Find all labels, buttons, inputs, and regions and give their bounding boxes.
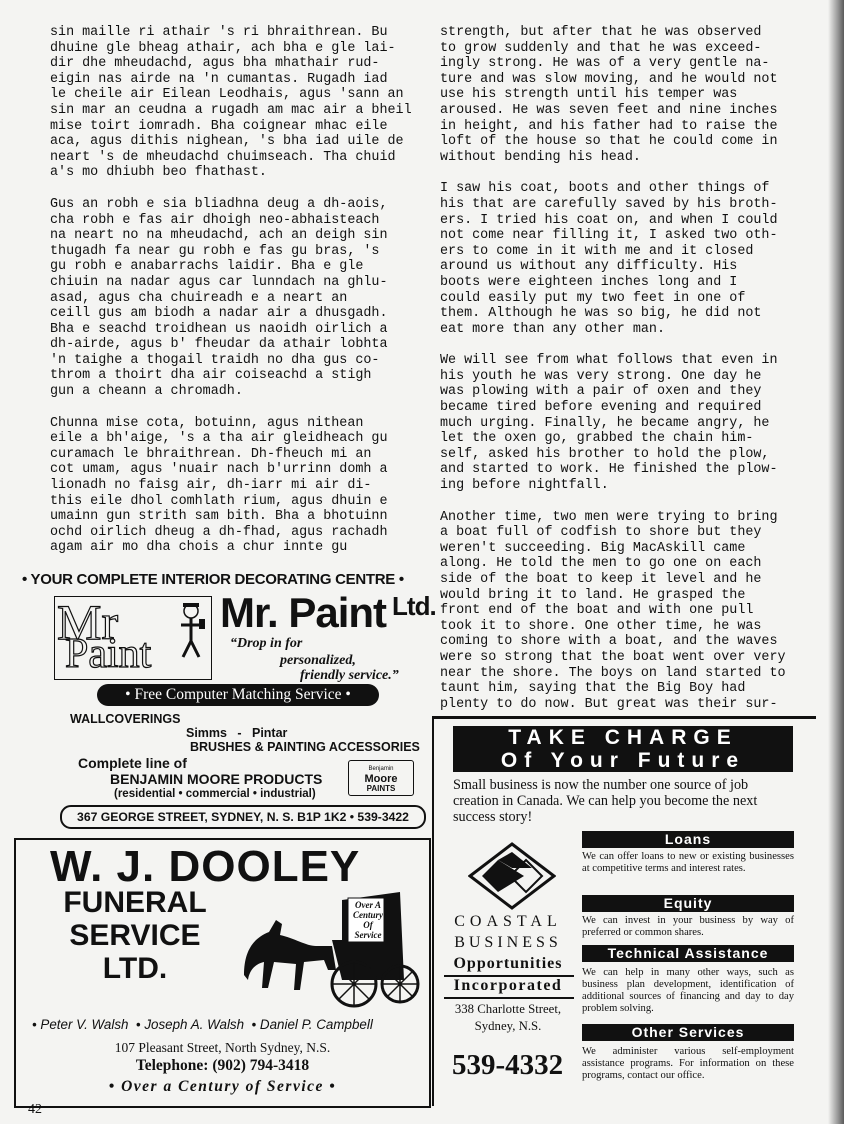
moore-logo-line-2: Moore [364, 773, 398, 785]
dooley-slogan: • Over a Century of Service • [108, 1078, 337, 1095]
carriage-sign-2: Century [352, 910, 383, 920]
banner-line-2: Of Your Future [500, 749, 746, 772]
right-paragraph-3: We will see from what follows that even in his youth he was very strong. One day he was plowing with a pair of oxen and they became tired before evening and required much urging. Finally, he became angry, he let the oxen go, grabbed the chain him- self, asked his brother to hold the plow, and started to work. He finished the plow- ing before nightfall. [440, 353, 778, 494]
service-text-equity: We can invest in your business by way of preferred or common shares. [582, 915, 794, 938]
benjamin-moore-logo [348, 760, 414, 796]
tagline-2: personalized, [280, 653, 356, 668]
free-matching-pill: • Free Computer Matching Service • [97, 684, 379, 706]
page-number: 42 [28, 1102, 42, 1117]
dooley-line-2: SERVICE [69, 919, 201, 952]
left-paragraph-3: Chunna mise cota, botuinn, agus nithean eile a bh'aige, 's a tha air gleidheach gu curamach le bhraithrean. Dh-fheuch mi an cot umam, agus 'nuair nach b'urrinn domh a lionadh no faisg air, dh-iarr mi air di- this eile dhol comhlath rium, agus dhuin e umainn gun strith sam bith. Bha a bhotuinn ochd oirlich dheug a dh-fhad, agus rachadh agam air mo dha chois a chur innte gu [50, 415, 388, 556]
tagline-1: “Drop in for [230, 636, 303, 651]
logo-paint-text: Paint [65, 631, 152, 677]
tagline-3: friendly service.” [300, 668, 399, 683]
mr-paint-company [220, 589, 436, 637]
product-types-label: (residential • commercial • industrial) [114, 788, 316, 800]
mr-paint-company-name: Mr. Paint [220, 589, 387, 636]
right-paragraph-1: strength, but after that he was observed to grow suddenly and that he was exceed- ingly strong. He was of a very gentle na- ture and was slow moving, and he would not use his strength until his temper was aroused. He was seven feet and nine inches in height, and his father had to raise the loft of the house so that he could come in without bending his head. [440, 25, 778, 165]
service-text-other: We administer various self-employment assistance programs. For information on these programs, contact our office. [582, 1046, 794, 1081]
mr-paint-suffix: Ltd. [392, 591, 436, 621]
coastal-org-2: BUSINESS [454, 934, 562, 951]
dooley-street: 107 Pleasant Street, North Sydney, N.S. [114, 1040, 331, 1055]
coastal-org-1: COASTAL [454, 913, 562, 930]
coastal-org-3: Opportunities [453, 955, 563, 972]
dooley-line-3: LTD. [102, 952, 168, 985]
service-text-loans: We can offer loans to new or existing businesses at competitive terms and interest rates. [582, 851, 794, 874]
service-title-loans: Loans [582, 831, 794, 848]
carriage-sign-4: Service [354, 930, 382, 940]
banner-line-1: TAKE CHARGE [508, 726, 738, 749]
coastal-intro: Small business is now the number one source of job creation in Canada. We can help you become the next success story! [453, 777, 758, 825]
coastal-phone: 539-4332 [452, 1049, 564, 1081]
moore-logo-line-3: PAINTS [366, 784, 396, 793]
left-column [50, 25, 422, 556]
right-paragraph-4: Another time, two men were trying to bring a boat full of codfish to shore but they weren't succeeding. Big MacAskill came along. He told the men to go one on each side of the boat to keep it level and he would bring it to land. He grasped the front end of the boat and with one pull took it to shore. One other time, he was coming to shore with a boat, and the waves were so strong that the boat went over very near the shore. The boys on land started to taunt him, saying that the Big Boy had plenty to do now. But great was their sur- [440, 509, 786, 712]
page-edge-shadow [828, 0, 844, 1124]
carriage-sign-3: Of [363, 920, 373, 930]
benjamin-moore-label: BENJAMIN MOORE PRODUCTS [110, 771, 323, 787]
service-text-technical: We can help in many other ways, such as business plan development, identification of additional sources of financing and day to day problem solving. [582, 967, 794, 1014]
painter-figure-icon [173, 601, 209, 661]
left-paragraph-1: sin maille ri athair 's ri bhraithrean. Bu dhuine gle bheag athair, ach bha e gle lai- dir dhe mheudachd, agus bha mhathair rud- eigin nas airde na 'n cumantas. Rugadh iad le cheile air Eilean Leodhais, agus 'sann an sin mar an ceudna a rugadh am mac air a bheil mise toirt iomradh. Bha coignear mhac eile aca, agus dithis nighean, 's bha iad uile de neart 's de mheudachd chuimseach. Tha chuid a's mo dhiubh beo fhathast. [50, 25, 412, 181]
mr-paint-headline: • YOUR COMPLETE INTERIOR DECORATING CENTRE • [22, 571, 404, 588]
coastal-org-4: Incorporated [453, 977, 563, 994]
coastal-diamond-logo [468, 842, 556, 910]
coastal-city: Sydney, N.S. [474, 1019, 542, 1033]
service-title-equity: Equity [582, 895, 794, 912]
wallcoverings-label: WALLCOVERINGS [70, 712, 181, 726]
logo-mr-text: Mr [57, 594, 119, 650]
coastal-street: 338 Charlotte Street, [454, 1002, 562, 1016]
moore-logo-line-1: Benjamin [368, 766, 394, 772]
left-paragraph-2: Gus an robh e sia bliadhna deug a dh-aois, cha robh e fas air dhoigh neo-abhaisteach na neart no na mheudachd, ach an deigh sin thugadh fa near gu robh e fas gu bras, 's gu robh e anabarrachs laidir. Bha e gle chiuin na nadar agus car lunndach na ghlu- asad, agus cha chuireadh e a neart an ceill gus am biodh a nadar air a dhusgadh. Bha e seachd troidhean us naoidh oirlich a dh-airde, agus b' fheudar da athair lobhta 'n taighe a thogail traidh no dha gus co- throm a thoirt dha air coiseachd a stigh gun a cheann a chromadh. [50, 196, 388, 400]
brands-label: Simms - Pintar [186, 726, 288, 740]
horse-carriage-icon [224, 880, 424, 1010]
coastal-left-rule [432, 716, 434, 1106]
take-charge-banner [453, 726, 793, 772]
carriage-sign [350, 900, 386, 940]
dooley-service-block [60, 886, 210, 985]
mr-paint-logo [54, 596, 212, 680]
right-paragraph-2: I saw his coat, boots and other things of his that are carefully saved by his broth- ers. I tried his coat on, and when I could not come near filling it, I asked two oth- ers to come in it with me and it closed around us without any difficulty. His boots were eighteen inches long and I could easily put my two feet in one of them. Although he was so big, he did not eat more than any other man. [440, 181, 778, 337]
dooley-line-1: FUNERAL [63, 886, 207, 919]
carriage-sign-1: Over A [355, 900, 381, 910]
dooley-people: • Peter V. Walsh • Joseph A. Walsh • Daniel P. Campbell [32, 1017, 373, 1032]
mr-paint-address: 367 GEORGE STREET, SYDNEY, N. S. B1P 1K2 • 539-3422 [60, 805, 426, 829]
coastal-top-rule [432, 716, 816, 719]
service-title-technical: Technical Assistance [582, 945, 794, 962]
dooley-phone: Telephone: (902) 794-3418 [135, 1057, 310, 1074]
service-title-other: Other Services [582, 1024, 794, 1041]
coastal-org-rule-2 [444, 997, 574, 999]
brushes-label: BRUSHES & PAINTING ACCESSORIES [190, 740, 420, 754]
right-column [440, 25, 810, 712]
complete-line-label: Complete line of [78, 755, 187, 771]
dooley-ad [14, 838, 431, 1108]
dooley-name: W. J. DOOLEY [50, 842, 361, 891]
